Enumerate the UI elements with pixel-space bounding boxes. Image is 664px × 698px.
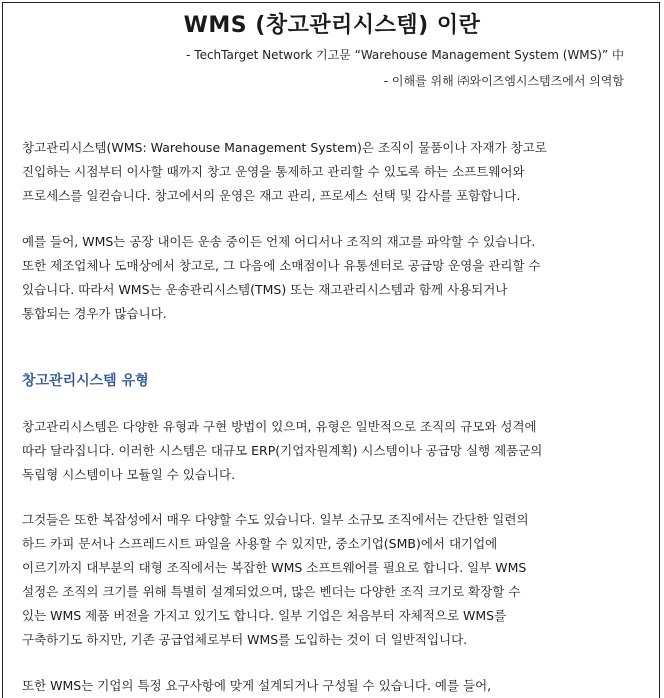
text-line: 독립형 시스템이나 모듈일 수 있습니다. [22, 467, 236, 482]
text-line: 통합되는 경우가 많습니다. [22, 306, 167, 321]
paragraph-example [22, 230, 647, 326]
text-line: 창고관리시스템은 다양한 유형과 구현 방법이 있으며, 유형은 일반적으로 조직의 규모와 성격에 [22, 419, 537, 434]
text-line: 따라 달라집니다. 이러한 시스템은 대규모 ERP(기업자원계획) 시스템이나 공급망 실행 제품군의 [22, 443, 543, 458]
text-line: 이르기까지 대부분의 대형 조직에서는 복잡한 WMS 소프트웨어를 필요로 합니다. 일부 WMS [22, 560, 527, 575]
translation-note: - 이해를 위해 ㈜와이즈엠시스템즈에서 의역함 [383, 74, 624, 88]
document-title: WMS (창고관리시스템) 이란 [183, 13, 481, 38]
text-line: 창고관리시스템(WMS: Warehouse Management System)은 조직이 물품이나 자재가 창고로 [22, 140, 547, 155]
text-line: 구축하기도 하지만, 기존 공급업체로부터 WMS를 도입하는 것이 더 일반적입니다. [22, 632, 468, 647]
text-line: 진입하는 시점부터 이사할 때까지 창고 운영을 통제하고 관리할 수 있도록 하는 소프트웨어와 [22, 164, 525, 179]
text-line: 설정은 조직의 크기를 위해 특별히 설계되었으며, 많은 벤더는 다양한 조직 크기로 확장할 수 [22, 584, 521, 599]
text-line: 예를 들어, WMS는 공장 내이든 운송 중이든 언제 어디서나 조직의 재고를 파악할 수 있습니다. [22, 234, 536, 249]
paragraph-intro [22, 136, 647, 208]
text-line: 그것들은 또한 복잡성에서 매우 다양할 수도 있습니다. 일부 소규모 조직에서는 간단한 일련의 [22, 512, 529, 527]
text-line: 또한 WMS는 기업의 특정 요구사항에 맞게 설계되거나 구성될 수 있습니다. 예를 들어, [22, 678, 492, 693]
paragraph-complexity [22, 508, 647, 652]
section-heading: 창고관리시스템 유형 [22, 373, 149, 389]
text-line: 프로세스를 일컫습니다. 창고에서의 운영은 재고 관리, 프로세스 선택 및 감사를 포함합니다. [22, 188, 521, 203]
paragraph-types [22, 415, 647, 487]
text-line: 있는 WMS 제품 버전을 가지고 있기도 합니다. 일부 기업은 처음부터 자체적으로 WMS를 [22, 608, 507, 623]
text-line: 또한 제조업체나 도매상에서 창고로, 그 다음에 소매점이나 유통센터로 공급망 운영을 관리할 수 [22, 258, 541, 273]
text-line: 있습니다. 따라서 WMS는 운송관리시스템(TMS) 또는 재고관리시스템과 함께 사용되거나 [22, 282, 508, 297]
paragraph-customization [22, 674, 647, 698]
text-line: 하드 카피 문서나 스프레드시트 파일을 사용할 수 있지만, 중소기업(SMB)에서 대기업에 [22, 536, 498, 551]
source-attribution: - TechTarget Network 기고문 “Warehouse Management System (WMS)” 中 [186, 48, 624, 62]
